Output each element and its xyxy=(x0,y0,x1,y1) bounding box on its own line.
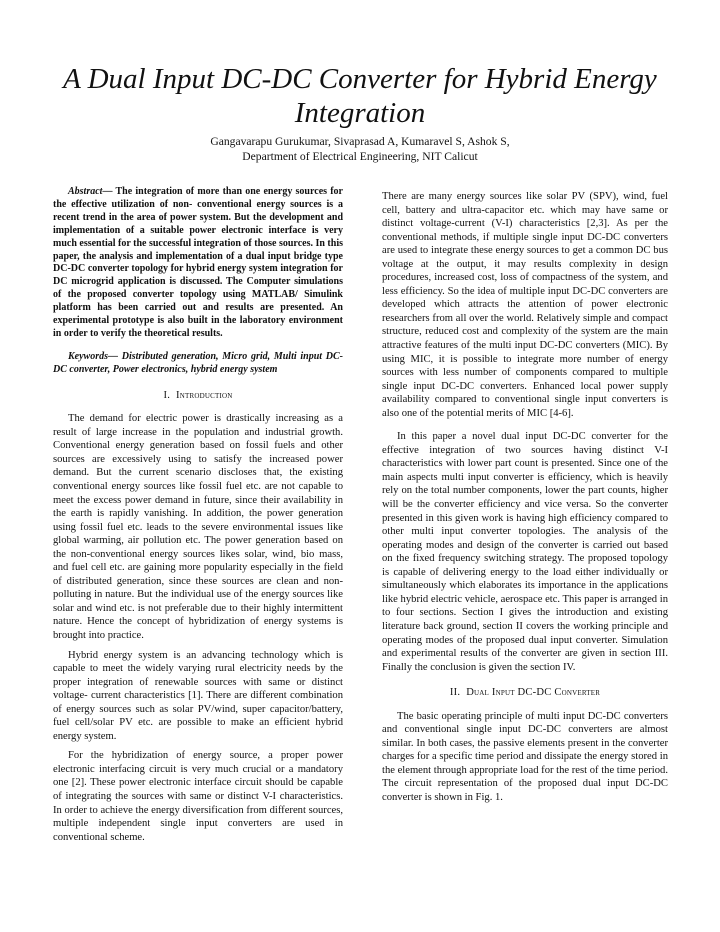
paper-title: A Dual Input DC-DC Converter for Hybrid Energy Integration xyxy=(63,63,657,129)
intro-paragraph: There are many energy sources like solar PV (SPV), wind, fuel cell, battery and ultra-capacitor etc. which may have same or distinct voltage-current (V-I) characteristics [2,3]. As per the conventional methods, if multiple single input DC-DC converters are used to integrate these energy sources to get a common DC bus voltage at the output, it may results complexity in design procedures, increased cost, loss of compactness of the system, and less efficiency. So the idea of multiple input DC-DC converters are developed which attracts the attention of power electronic researchers from all over the world. Relatively simple and compact structure, reduced cost and complexity of the system are the main attractive features of the multi input DC-DC converters (MIC). By using MIC, it is possible to integrate more number of energy sources with less number of components compared to multiple single input DC-DC converters. Enhanced local power supply availability compared to conventional single input converters is also one of the potential merits of MIC [4-6]. xyxy=(382,191,668,419)
affiliation: Department of Electrical Engineering, NIT Calicut xyxy=(242,150,478,163)
abstract-dash: — xyxy=(102,186,113,197)
section2-paragraph: The basic operating principle of multi input DC-DC converters and conventional single input DC-DC converters are almost similar. In both cases, the passive elements present in the converter charges for a specific time period and dissipate the energy stored in the element through appropriate load for the rest of the time period. The circuit representation of the proposed dual input DC-DC converter is shown in Fig. 1. xyxy=(382,710,668,803)
author-list: Gangavarapu Gurukumar, Sivaprasad A, Kumaravel S, Ashok S, xyxy=(210,135,510,148)
intro-paragraph: In this paper a novel dual input DC-DC converter for the effective integration of two sources having distinct V-I characteristics with lower part count is presented. Since one of the main aspects multi input converter is efficiency, which is heavily rely on the total number components, lower the part counts, higher will be the converter efficiency and vice versa. So the converter presented in this given work is having high efficiency compared to other multi input converter topologies. The analysis of the operating modes and design of the converter is carried out based on the fixed frequency switching strategy. The proposed topology is capable of delivering energy to the load either individually or simultaneously which elaborates its importance in the applications like hybrid electric vehicle, aerospace etc. This paper is arranged in to four sections. Section I gives the introduction and existing literature back ground, section II covers the working principle and operating modes of the proposed dual input converter. Simulation and experimental results of the converter are given in section III. Finally the conclusion is given the section IV. xyxy=(382,431,668,673)
left-column xyxy=(53,186,343,844)
right-column xyxy=(382,190,668,805)
keywords-text: Distributed generation, Micro grid, Multi input DC-DC converter, Power electronics, hybrid energy system xyxy=(53,350,343,375)
section-title: Introduction xyxy=(176,389,233,401)
abstract xyxy=(53,186,343,341)
abstract-label: Abstract xyxy=(68,186,103,197)
intro-paragraph: For the hybridization of energy source, a proper power electronic interfacing circuit is very much crucial or a mandatory one [2]. These power electronic interface circuit should be capable of integrating the sources with same or distinct V-I characteristics. In order to achieve the energy diversification from different sources, multiple independent single input converters are used in conventional scheme. xyxy=(53,750,343,843)
section-title: Dual Input DC-DC Converter xyxy=(466,687,601,699)
keywords-dash: — xyxy=(108,350,118,362)
section-number: II. xyxy=(449,687,461,699)
section-number: I. xyxy=(163,389,171,401)
keywords xyxy=(53,351,343,377)
intro-paragraph: Hybrid energy system is an advancing technology which is capable to meet the widely varying rural electricity needs by the proper integration of renewable sources with same or distinct voltage- current characteristics [1]. There are different combination of energy sources such as solar PV/wind, super capacitor/battery, fuel cell/solar PV etc. are possible to make an efficient hybrid energy system. xyxy=(53,649,343,742)
author-block xyxy=(40,134,680,164)
section-heading-introduction xyxy=(53,389,343,403)
abstract-text: The integration of more than one energy sources for the effective utilization of non- conventional energy sources is a recent trend in the area of power system. But the development and implementation of a suitable power electronic interface is very much essential for the successful integration of those sources. In this paper, the analysis and implementation of a dual input bridge type DC-DC converter topology for hybrid energy system integration for DC microgrid application is discussed. The Computer simulations of the proposed converter topology using MATLAB/ Simulink platform has been carried out and results are presented. An experimental prototype is also built in the laboratory environment in order to verify the theoretical results. xyxy=(53,186,343,339)
intro-paragraph: The demand for electric power is drastically increasing as a result of large increase in the population and industrial growth. Conventional energy generation based on fossil fuels and other sources are excessively using to satisfy the increased power demand. But the current scenario discloses that, the existing conventional energy sources like fossil fuel etc. are not capable to meet the excess power demand in future, since their availability in the earth is rapidly vanishing. In addition, the power generation using fossil fuel etc. leads to the severe environmental issues like global warming, air pollution etc. The power generation based on the non-conventional energy sources likes solar, wind, bio mass, and fuel cell etc. are gaining more popularity especially in the field of distributed generation, since these sources are clean and non-polluting in nature. But the individual use of the energy sources like solar and wind etc. is not preferable due to their highly intermittent nature. Hence the concept of hybridization of energy systems is brought into practice. xyxy=(53,413,343,641)
keywords-label: Keywords xyxy=(68,350,108,362)
section-heading-dual-input xyxy=(382,686,668,700)
